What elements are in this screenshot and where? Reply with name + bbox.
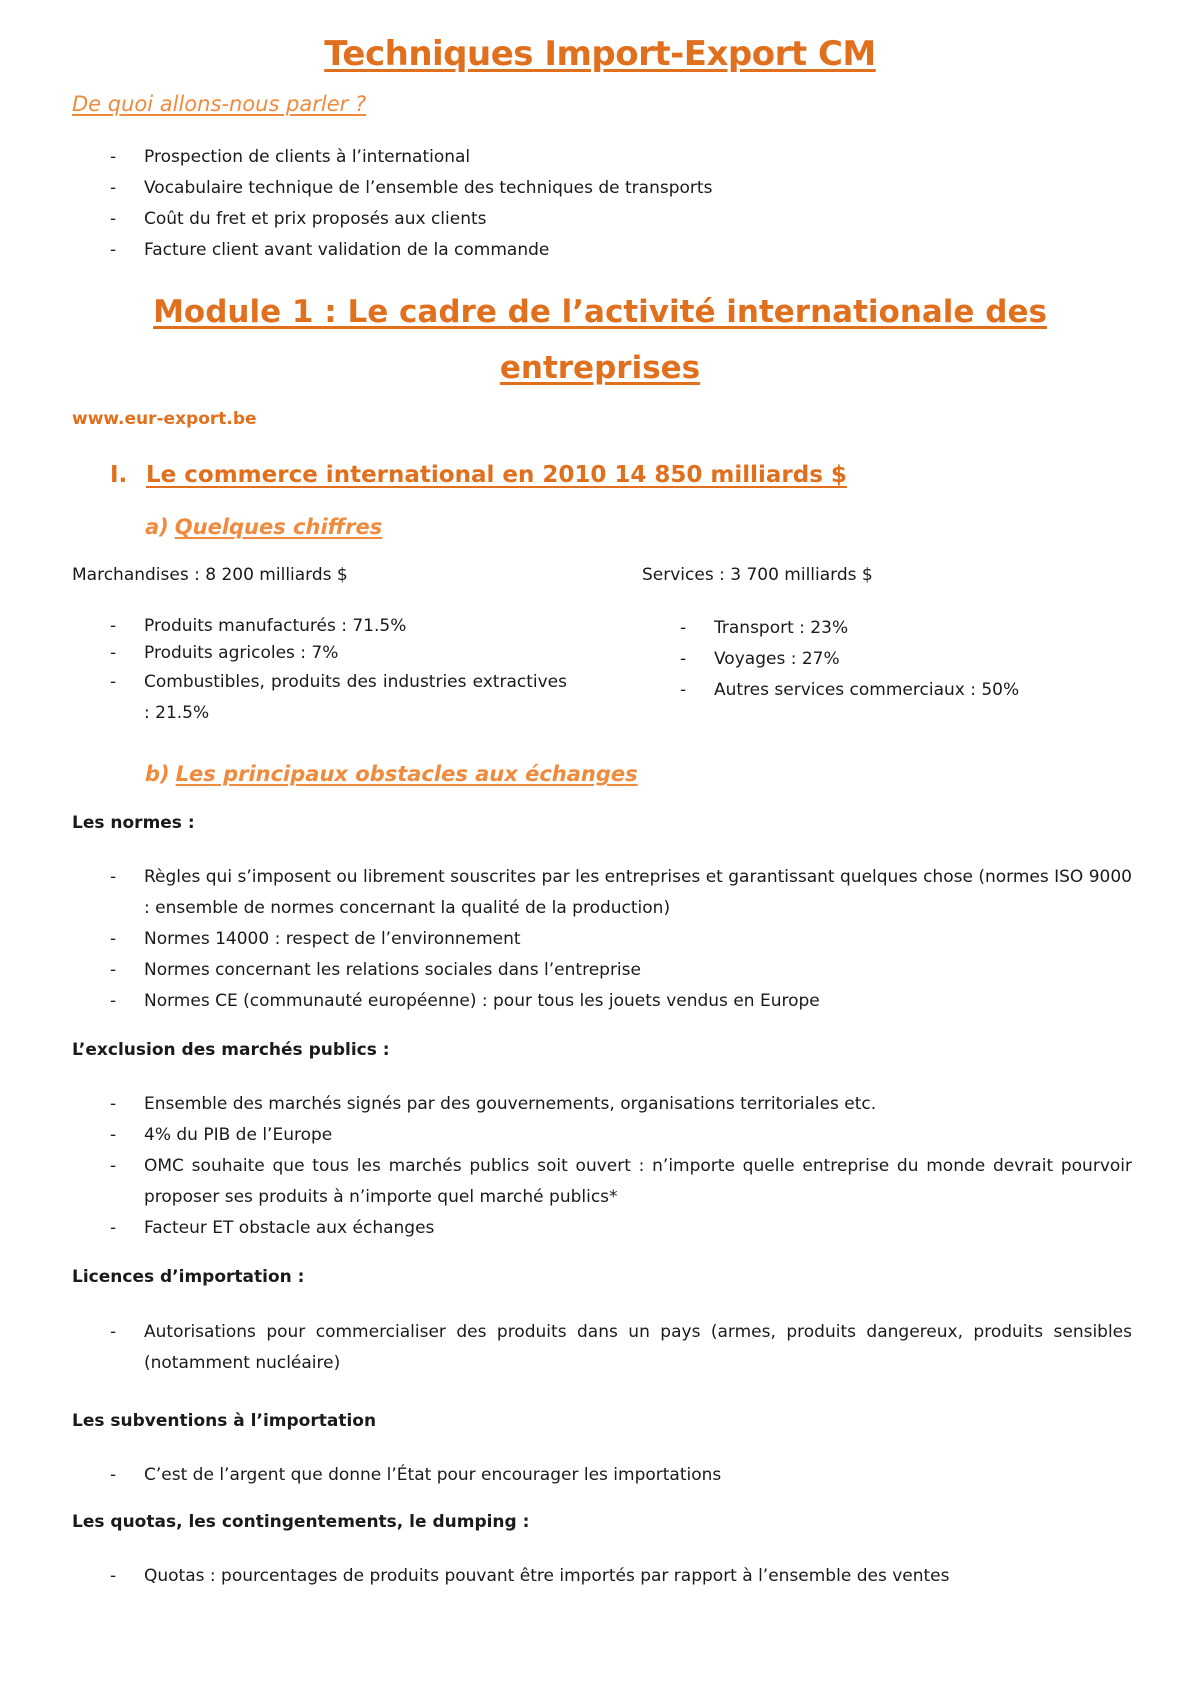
- section-title: Le commerce international en 2010 14 850 milliards $: [146, 462, 847, 488]
- module-title: [100, 284, 1100, 396]
- list-item: - Vocabulaire technique de l’ensemble des techniques de transports: [72, 173, 1132, 204]
- module-title-line1: Module 1 : Le cadre de l’activité internationale des: [153, 294, 1047, 330]
- list-item: - Facteur ET obstacle aux échanges: [72, 1213, 1132, 1244]
- exclusion-list: [72, 1089, 1132, 1244]
- subsection-b: [145, 762, 638, 786]
- intro-list: [72, 142, 1132, 266]
- module-title-line2: entreprises: [499, 350, 701, 386]
- list-item: - Normes CE (communauté européenne) : pour tous les jouets vendus en Europe: [72, 986, 1132, 1017]
- website-link[interactable]: www.eur-export.be: [72, 409, 257, 429]
- quotas-label: Les quotas, les contingentements, le dumping :: [72, 1512, 530, 1532]
- list-item: - Normes 14000 : respect de l’environnement: [72, 924, 1132, 955]
- subsection-a: [145, 515, 382, 539]
- list-item: - Transport : 23%: [642, 613, 1122, 644]
- list-item: - OMC souhaite que tous les marchés publics soit ouvert : n’importe quelle entreprise du monde devrait pourvoir proposer ses produits à n’importe quel marché publics*: [72, 1151, 1132, 1213]
- licences-list: [72, 1317, 1132, 1379]
- list-item: - Ensemble des marchés signés par des gouvernements, organisations territoriales etc.: [72, 1089, 1132, 1120]
- list-item: - C’est de l’argent que donne l’État pour encourager les importations: [72, 1460, 1132, 1491]
- list-item: - Voyages : 27%: [642, 644, 1122, 675]
- list-item: - Prospection de clients à l’international: [72, 142, 1132, 173]
- exclusion-label: L’exclusion des marchés publics :: [72, 1040, 390, 1060]
- subsection-title: Quelques chiffres: [174, 515, 383, 539]
- list-item: - Quotas : pourcentages de produits pouvant être importés par rapport à l’ensemble des ventes: [72, 1561, 1132, 1592]
- subventions-list: [72, 1460, 1132, 1491]
- normes-list: [72, 862, 1132, 1017]
- list-item: - Combustibles, produits des industries extractives : 21.5%: [72, 667, 567, 729]
- quotas-list: [72, 1561, 1132, 1592]
- list-item: - Autorisations pour commercialiser des produits dans un pays (armes, produits dangereux, produits sensibles (notamment nucléaire): [72, 1317, 1132, 1379]
- list-item: - Produits manufacturés : 71.5%: [72, 613, 567, 640]
- list-item: - Coût du fret et prix proposés aux clients: [72, 204, 1132, 235]
- intro-heading: De quoi allons-nous parler ?: [72, 92, 367, 116]
- list-item: - Autres services commerciaux : 50%: [642, 675, 1122, 706]
- subventions-label: Les subventions à l’importation: [72, 1411, 377, 1431]
- list-item: - Règles qui s’imposent ou librement souscrites par les entreprises et garantissant quelques chose (normes ISO 9000 : ensemble de normes concernant la qualité de la production): [72, 862, 1132, 924]
- list-item: - Facture client avant validation de la commande: [72, 235, 1132, 266]
- subsection-title: Les principaux obstacles aux échanges: [175, 762, 638, 786]
- document-title: Techniques Import-Export CM: [324, 34, 876, 74]
- subsection-letter: a): [145, 515, 169, 539]
- list-item: - Produits agricoles : 7%: [72, 640, 567, 667]
- normes-label: Les normes :: [72, 813, 195, 833]
- list-item: - 4% du PIB de l’Europe: [72, 1120, 1132, 1151]
- licences-label: Licences d’importation :: [72, 1267, 305, 1287]
- merchandise-list: [72, 613, 567, 729]
- subsection-letter: b): [145, 762, 170, 786]
- section-heading: [110, 462, 847, 488]
- section-number: I.: [110, 462, 128, 488]
- services-list: [642, 613, 1122, 706]
- services-heading: Services : 3 700 milliards $: [642, 565, 873, 585]
- list-item: - Normes concernant les relations sociales dans l’entreprise: [72, 955, 1132, 986]
- merchandise-heading: Marchandises : 8 200 milliards $: [72, 565, 348, 585]
